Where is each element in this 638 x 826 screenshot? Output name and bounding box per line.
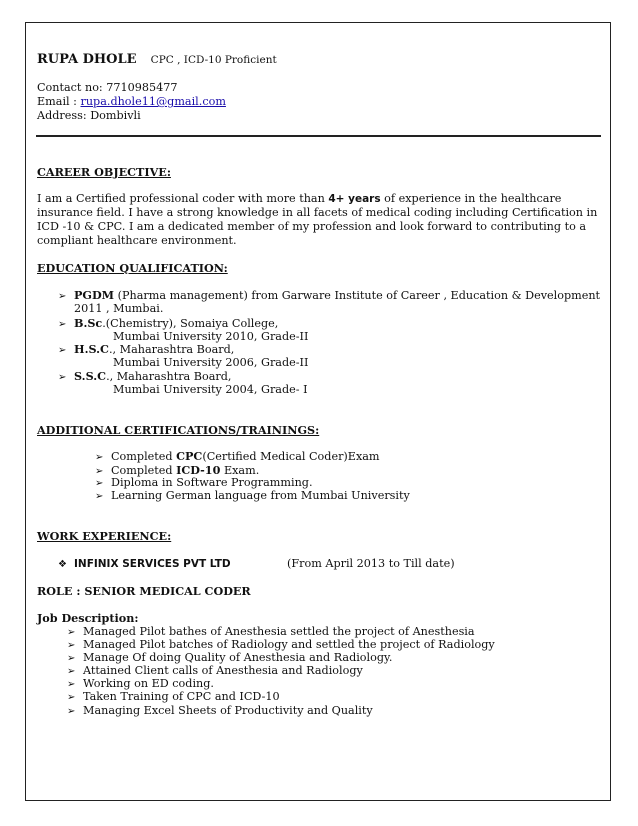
arrow-bullet-icon: ➢ <box>67 679 76 690</box>
arrow-bullet-icon: ➢ <box>95 452 104 463</box>
degree: S.S.C <box>74 369 107 383</box>
objective-line-4: compliant healthcare environment. <box>37 234 237 247</box>
arrow-bullet-icon: ➢ <box>67 640 76 651</box>
cert-text: Completed <box>111 464 173 477</box>
cert-text: Learning German language from Mumbai University <box>111 489 410 502</box>
email-link[interactable]: rupa.dhole11@gmail.com <box>80 95 226 108</box>
arrow-bullet-icon: ➢ <box>95 466 104 477</box>
objective-line-2: insurance field. I have a strong knowledge in all facets of medical coding including Certification in <box>37 206 598 219</box>
cert-text: Diploma in Software Programming. <box>111 476 313 489</box>
degree: PGDM <box>74 288 115 302</box>
cert-bold: CPC <box>176 449 203 463</box>
objective-heading: CAREER OBJECTIVE: <box>37 165 171 179</box>
education-item-cont: Mumbai University 2006, Grade-II <box>113 356 309 369</box>
objective-line-1 <box>37 192 561 206</box>
duty-text: Working on ED coding. <box>83 677 214 690</box>
objective-text-a: I am a Certified professional coder with more than <box>37 192 325 205</box>
address-value: Dombivli <box>90 109 141 122</box>
degree-detail: ., Maharashtra Board, <box>108 343 235 356</box>
cert-text: (Certified Medical Coder)Exam <box>202 450 380 463</box>
arrow-bullet-icon: ➢ <box>67 692 76 703</box>
degree-detail: .(Chemistry), Somaiya College, <box>102 317 279 330</box>
email-label: Email : <box>37 95 77 108</box>
contact-label: Contact no: <box>37 81 103 94</box>
duty-text: Managed Pilot batches of Radiology and settled the project of Radiology <box>83 638 495 651</box>
work-period: (From April 2013 to Till date) <box>287 557 455 570</box>
degree-detail: (Pharma management) from Garware Institute of Career , Education & Development <box>117 289 601 302</box>
arrow-bullet-icon: ➢ <box>95 491 104 502</box>
email-line <box>37 95 226 109</box>
candidate-tagline: CPC , ICD-10 Proficient <box>150 54 277 66</box>
diamond-bullet-icon: ❖ <box>58 559 67 570</box>
cert-text: Completed <box>111 450 173 463</box>
education-heading: EDUCATION QUALIFICATION: <box>37 261 228 275</box>
company-line <box>58 557 231 572</box>
arrow-bullet-icon: ➢ <box>95 478 104 489</box>
education-item-cont: 2011 , Mumbai. <box>74 302 164 315</box>
header-name-line <box>37 52 277 67</box>
objective-text-c: of experience in the healthcare <box>384 192 562 205</box>
duty-text: Attained Client calls of Anesthesia and Radiology <box>83 664 363 677</box>
certifications-heading: ADDITIONAL CERTIFICATIONS/TRAININGS: <box>37 423 320 437</box>
contact-value: 7710985477 <box>106 81 178 94</box>
arrow-bullet-icon: ➢ <box>58 372 67 383</box>
duty-text: Managed Pilot bathes of Anesthesia settled the project of Anesthesia <box>83 625 475 638</box>
job-description-heading: Job Description: <box>37 611 139 625</box>
duty-text: Manage Of doing Quality of Anesthesia and Radiology. <box>83 651 393 664</box>
objective-line-3: ICD -10 & CPC. I am a dedicated member of my profession and look forward to contributing to a <box>37 220 587 233</box>
duty-text: Taken Training of CPC and ICD-10 <box>83 690 280 703</box>
candidate-name: RUPA DHOLE <box>37 52 137 67</box>
address-line <box>37 109 141 123</box>
degree-detail: ., Maharashtra Board, <box>106 370 232 383</box>
duty-item <box>67 690 280 705</box>
arrow-bullet-icon: ➢ <box>67 653 76 664</box>
degree: B.Sc <box>74 316 103 330</box>
objective-years: 4+ years <box>328 193 381 205</box>
arrow-bullet-icon: ➢ <box>58 345 67 356</box>
company-name: INFINIX SERVICES PVT LTD <box>74 558 231 570</box>
address-label: Address: <box>37 109 87 122</box>
arrow-bullet-icon: ➢ <box>58 291 67 302</box>
header-divider <box>36 135 601 137</box>
education-item-cont: Mumbai University 2010, Grade-II <box>113 330 309 343</box>
degree: H.S.C <box>74 342 109 356</box>
arrow-bullet-icon: ➢ <box>67 706 76 717</box>
education-item-cont: Mumbai University 2004, Grade- I <box>113 383 308 396</box>
work-heading: WORK EXPERIENCE: <box>37 529 172 543</box>
duty-item <box>67 704 373 719</box>
certification-item <box>95 489 410 504</box>
arrow-bullet-icon: ➢ <box>67 627 76 638</box>
cert-bold: ICD-10 <box>176 463 221 477</box>
arrow-bullet-icon: ➢ <box>58 319 67 330</box>
cert-text: Exam. <box>223 464 260 477</box>
role-title: ROLE : SENIOR MEDICAL CODER <box>37 584 251 598</box>
contact-line <box>37 81 177 95</box>
duty-text: Managing Excel Sheets of Productivity and Quality <box>83 704 373 717</box>
arrow-bullet-icon: ➢ <box>67 666 76 677</box>
